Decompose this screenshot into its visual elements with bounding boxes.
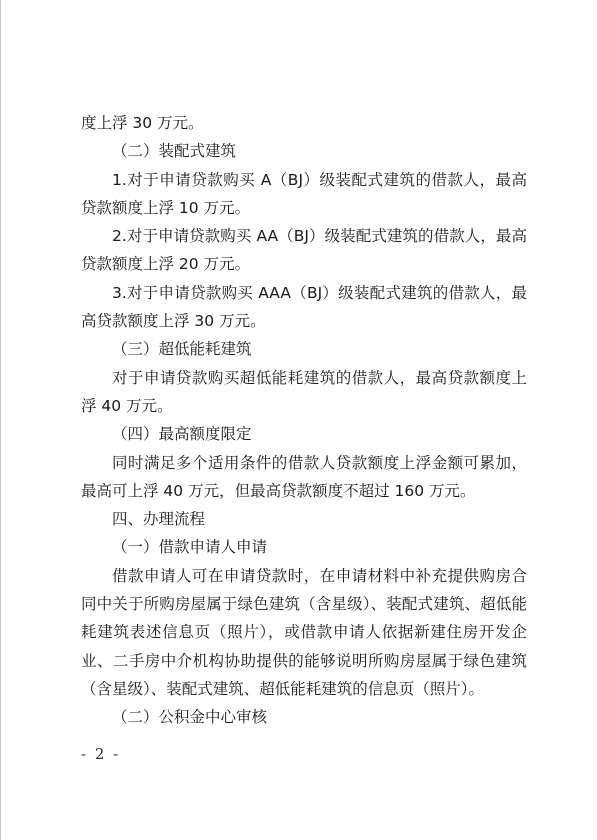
- paragraph-max-limit: 同时满足多个适用条件的借款人贷款额度上浮金额可累加，最高可上浮 40 万元，但最高贷款额度不超过 160 万元。: [81, 453, 527, 500]
- subsection-heading-application: （一）借款申请人申请: [112, 538, 268, 557]
- section-heading-ultra-low-energy: （三）超低能耗建筑: [112, 340, 252, 359]
- paragraph-item-a: 1.对于申请贷款购买 A（BJ）级装配式建筑的借款人，最高贷款额度上浮 10 万元。: [81, 170, 527, 217]
- paragraph-continuation: 度上浮 30 万元。: [81, 114, 204, 132]
- document-body: [81, 109, 527, 732]
- paragraph-item-aaa: 3.对于申请贷款购买 AAA（BJ）级装配式建筑的借款人，最高贷款额度上浮 30 万元。: [81, 283, 527, 331]
- page-number: - 2 -: [81, 745, 121, 763]
- section-heading-prefab: （二）装配式建筑: [112, 142, 237, 161]
- subsection-heading-review: （二）公积金中心审核: [112, 708, 268, 727]
- section-heading-max-limit: （四）最高额度限定: [112, 425, 252, 444]
- paragraph-item-aa: 2.对于申请贷款购买 AA（BJ）级装配式建筑的借款人，最高贷款额度上浮 20 万元。: [81, 227, 527, 274]
- paragraph-ultra-low-energy: 对于申请贷款购买超低能耗建筑的借款人，最高贷款额度上浮 40 万元。: [81, 368, 527, 415]
- section-heading-procedure: 四、办理流程: [112, 510, 206, 529]
- paragraph-application: 借款申请人可在申请贷款时，在申请材料中补充提供购房合同中关于所购房屋属于绿色建筑（含星级）、装配式建筑、超低能耗建筑表述信息页（照片），或借款申请人依据新建住房开发企业、二手房中介机构协助提供的能够说明所购房屋属于绿色建筑（含星级）、装配式建筑、超低能耗建筑的信息页（照片）。: [81, 566, 527, 698]
